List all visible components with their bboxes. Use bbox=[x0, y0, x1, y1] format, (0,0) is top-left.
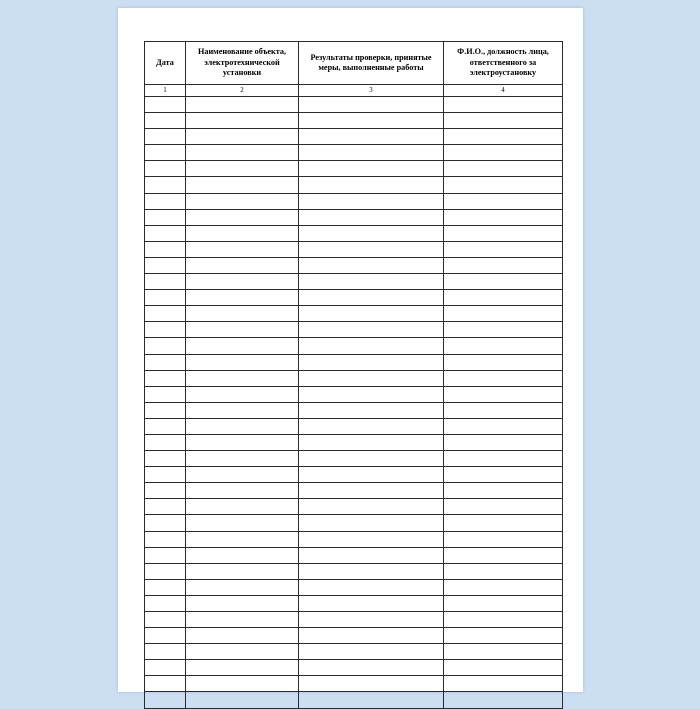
cell-results[interactable] bbox=[299, 177, 444, 193]
cell-object-name[interactable] bbox=[186, 241, 299, 257]
cell-results[interactable] bbox=[299, 225, 444, 241]
table-row[interactable] bbox=[145, 644, 563, 660]
journal-table-container bbox=[144, 41, 558, 709]
cell-results[interactable] bbox=[299, 644, 444, 660]
cell-responsible-person[interactable] bbox=[444, 483, 563, 499]
cell-object-name[interactable] bbox=[186, 225, 299, 241]
cell-date[interactable] bbox=[145, 274, 186, 290]
cell-responsible-person[interactable] bbox=[444, 145, 563, 161]
table-header bbox=[145, 42, 563, 97]
column-header-results: Результаты проверки, принятые меры, выполненные работы bbox=[299, 42, 444, 85]
cell-date[interactable] bbox=[145, 692, 186, 708]
cell-date[interactable] bbox=[145, 451, 186, 467]
cell-responsible-person[interactable] bbox=[444, 177, 563, 193]
cell-responsible-person[interactable] bbox=[444, 338, 563, 354]
cell-results[interactable] bbox=[299, 97, 444, 113]
cell-responsible-person[interactable] bbox=[444, 595, 563, 611]
cell-object-name[interactable] bbox=[186, 595, 299, 611]
cell-results[interactable] bbox=[299, 547, 444, 563]
cell-date[interactable] bbox=[145, 499, 186, 515]
cell-results[interactable] bbox=[299, 145, 444, 161]
table-row[interactable] bbox=[145, 531, 563, 547]
cell-date[interactable] bbox=[145, 145, 186, 161]
cell-date[interactable] bbox=[145, 113, 186, 129]
cell-results[interactable] bbox=[299, 161, 444, 177]
table-row[interactable] bbox=[145, 418, 563, 434]
cell-responsible-person[interactable] bbox=[444, 257, 563, 273]
cell-date[interactable] bbox=[145, 306, 186, 322]
cell-results[interactable] bbox=[299, 322, 444, 338]
table-row[interactable] bbox=[145, 145, 563, 161]
cell-date[interactable] bbox=[145, 322, 186, 338]
cell-results[interactable] bbox=[299, 257, 444, 273]
cell-date[interactable] bbox=[145, 434, 186, 450]
cell-results[interactable] bbox=[299, 499, 444, 515]
cell-results[interactable] bbox=[299, 113, 444, 129]
cell-date[interactable] bbox=[145, 531, 186, 547]
table-header-row bbox=[145, 42, 563, 85]
cell-object-name[interactable] bbox=[186, 612, 299, 628]
cell-object-name[interactable] bbox=[186, 402, 299, 418]
table-row[interactable] bbox=[145, 402, 563, 418]
cell-object-name[interactable] bbox=[186, 274, 299, 290]
cell-results[interactable] bbox=[299, 274, 444, 290]
cell-responsible-person[interactable] bbox=[444, 306, 563, 322]
cell-results[interactable] bbox=[299, 434, 444, 450]
table-row[interactable] bbox=[145, 257, 563, 273]
column-number-3: 3 bbox=[299, 85, 444, 97]
cell-object-name[interactable] bbox=[186, 113, 299, 129]
cell-responsible-person[interactable] bbox=[444, 579, 563, 595]
table-row[interactable] bbox=[145, 354, 563, 370]
cell-results[interactable] bbox=[299, 402, 444, 418]
cell-results[interactable] bbox=[299, 676, 444, 692]
cell-object-name[interactable] bbox=[186, 644, 299, 660]
cell-responsible-person[interactable] bbox=[444, 531, 563, 547]
cell-object-name[interactable] bbox=[186, 209, 299, 225]
cell-object-name[interactable] bbox=[186, 161, 299, 177]
table-row[interactable] bbox=[145, 483, 563, 499]
cell-results[interactable] bbox=[299, 595, 444, 611]
table-row[interactable] bbox=[145, 595, 563, 611]
table-row[interactable] bbox=[145, 161, 563, 177]
cell-responsible-person[interactable] bbox=[444, 563, 563, 579]
cell-object-name[interactable] bbox=[186, 660, 299, 676]
cell-object-name[interactable] bbox=[186, 97, 299, 113]
cell-date[interactable] bbox=[145, 386, 186, 402]
table-row[interactable] bbox=[145, 322, 563, 338]
cell-results[interactable] bbox=[299, 306, 444, 322]
table-row[interactable] bbox=[145, 579, 563, 595]
cell-object-name[interactable] bbox=[186, 563, 299, 579]
cell-date[interactable] bbox=[145, 257, 186, 273]
cell-results[interactable] bbox=[299, 579, 444, 595]
table-row[interactable] bbox=[145, 547, 563, 563]
table-column-number-row bbox=[145, 85, 563, 97]
cell-object-name[interactable] bbox=[186, 386, 299, 402]
cell-responsible-person[interactable] bbox=[444, 612, 563, 628]
table-row[interactable] bbox=[145, 370, 563, 386]
cell-responsible-person[interactable] bbox=[444, 467, 563, 483]
journal-table bbox=[144, 41, 563, 709]
cell-date[interactable] bbox=[145, 676, 186, 692]
cell-object-name[interactable] bbox=[186, 628, 299, 644]
cell-responsible-person[interactable] bbox=[444, 97, 563, 113]
column-number-1: 1 bbox=[145, 85, 186, 97]
cell-results[interactable] bbox=[299, 338, 444, 354]
cell-object-name[interactable] bbox=[186, 547, 299, 563]
cell-results[interactable] bbox=[299, 209, 444, 225]
cell-date[interactable] bbox=[145, 579, 186, 595]
cell-object-name[interactable] bbox=[186, 434, 299, 450]
cell-results[interactable] bbox=[299, 193, 444, 209]
cell-responsible-person[interactable] bbox=[444, 660, 563, 676]
cell-date[interactable] bbox=[145, 515, 186, 531]
cell-object-name[interactable] bbox=[186, 676, 299, 692]
cell-results[interactable] bbox=[299, 612, 444, 628]
cell-responsible-person[interactable] bbox=[444, 644, 563, 660]
table-row[interactable] bbox=[145, 515, 563, 531]
cell-object-name[interactable] bbox=[186, 257, 299, 273]
cell-object-name[interactable] bbox=[186, 499, 299, 515]
cell-date[interactable] bbox=[145, 338, 186, 354]
cell-responsible-person[interactable] bbox=[444, 290, 563, 306]
cell-object-name[interactable] bbox=[186, 483, 299, 499]
cell-responsible-person[interactable] bbox=[444, 418, 563, 434]
cell-responsible-person[interactable] bbox=[444, 209, 563, 225]
table-row[interactable] bbox=[145, 676, 563, 692]
table-row[interactable] bbox=[145, 628, 563, 644]
cell-object-name[interactable] bbox=[186, 145, 299, 161]
cell-responsible-person[interactable] bbox=[444, 129, 563, 145]
cell-date[interactable] bbox=[145, 209, 186, 225]
cell-object-name[interactable] bbox=[186, 129, 299, 145]
cell-responsible-person[interactable] bbox=[444, 692, 563, 708]
table-row[interactable] bbox=[145, 451, 563, 467]
cell-results[interactable] bbox=[299, 467, 444, 483]
cell-date[interactable] bbox=[145, 290, 186, 306]
cell-object-name[interactable] bbox=[186, 177, 299, 193]
cell-results[interactable] bbox=[299, 290, 444, 306]
cell-date[interactable] bbox=[145, 161, 186, 177]
cell-date[interactable] bbox=[145, 612, 186, 628]
cell-date[interactable] bbox=[145, 241, 186, 257]
table-row[interactable] bbox=[145, 241, 563, 257]
cell-responsible-person[interactable] bbox=[444, 434, 563, 450]
cell-responsible-person[interactable] bbox=[444, 354, 563, 370]
cell-responsible-person[interactable] bbox=[444, 451, 563, 467]
cell-object-name[interactable] bbox=[186, 451, 299, 467]
cell-responsible-person[interactable] bbox=[444, 676, 563, 692]
table-row[interactable] bbox=[145, 467, 563, 483]
cell-date[interactable] bbox=[145, 129, 186, 145]
cell-responsible-person[interactable] bbox=[444, 370, 563, 386]
cell-results[interactable] bbox=[299, 628, 444, 644]
cell-date[interactable] bbox=[145, 628, 186, 644]
table-row[interactable] bbox=[145, 660, 563, 676]
cell-date[interactable] bbox=[145, 547, 186, 563]
table-row[interactable] bbox=[145, 97, 563, 113]
cell-date[interactable] bbox=[145, 193, 186, 209]
cell-results[interactable] bbox=[299, 386, 444, 402]
cell-object-name[interactable] bbox=[186, 193, 299, 209]
table-row[interactable] bbox=[145, 306, 563, 322]
cell-date[interactable] bbox=[145, 225, 186, 241]
cell-object-name[interactable] bbox=[186, 467, 299, 483]
cell-object-name[interactable] bbox=[186, 531, 299, 547]
cell-date[interactable] bbox=[145, 177, 186, 193]
table-row[interactable] bbox=[145, 612, 563, 628]
cell-results[interactable] bbox=[299, 483, 444, 499]
cell-responsible-person[interactable] bbox=[444, 386, 563, 402]
cell-date[interactable] bbox=[145, 595, 186, 611]
table-row[interactable] bbox=[145, 434, 563, 450]
table-row[interactable] bbox=[145, 225, 563, 241]
cell-date[interactable] bbox=[145, 644, 186, 660]
table-row[interactable] bbox=[145, 692, 563, 708]
cell-results[interactable] bbox=[299, 451, 444, 467]
cell-object-name[interactable] bbox=[186, 290, 299, 306]
column-header-object-name: Наименование объекта, электротехнической установки bbox=[186, 42, 299, 85]
cell-results[interactable] bbox=[299, 354, 444, 370]
table-row[interactable] bbox=[145, 274, 563, 290]
table-row[interactable] bbox=[145, 338, 563, 354]
cell-results[interactable] bbox=[299, 241, 444, 257]
cell-responsible-person[interactable] bbox=[444, 241, 563, 257]
cell-responsible-person[interactable] bbox=[444, 113, 563, 129]
cell-responsible-person[interactable] bbox=[444, 628, 563, 644]
cell-results[interactable] bbox=[299, 660, 444, 676]
cell-date[interactable] bbox=[145, 660, 186, 676]
table-row[interactable] bbox=[145, 563, 563, 579]
cell-responsible-person[interactable] bbox=[444, 402, 563, 418]
cell-object-name[interactable] bbox=[186, 692, 299, 708]
cell-date[interactable] bbox=[145, 370, 186, 386]
cell-results[interactable] bbox=[299, 563, 444, 579]
cell-responsible-person[interactable] bbox=[444, 225, 563, 241]
cell-results[interactable] bbox=[299, 515, 444, 531]
cell-date[interactable] bbox=[145, 563, 186, 579]
cell-object-name[interactable] bbox=[186, 515, 299, 531]
cell-object-name[interactable] bbox=[186, 418, 299, 434]
table-row[interactable] bbox=[145, 209, 563, 225]
cell-results[interactable] bbox=[299, 418, 444, 434]
column-header-responsible-person: Ф.И.О., должность лица, ответственного за электроустановку bbox=[444, 42, 563, 85]
cell-date[interactable] bbox=[145, 97, 186, 113]
table-row[interactable] bbox=[145, 129, 563, 145]
cell-date[interactable] bbox=[145, 467, 186, 483]
cell-results[interactable] bbox=[299, 531, 444, 547]
table-row[interactable] bbox=[145, 113, 563, 129]
cell-object-name[interactable] bbox=[186, 579, 299, 595]
cell-date[interactable] bbox=[145, 483, 186, 499]
table-row[interactable] bbox=[145, 193, 563, 209]
table-row[interactable] bbox=[145, 386, 563, 402]
table-row[interactable] bbox=[145, 499, 563, 515]
cell-results[interactable] bbox=[299, 370, 444, 386]
table-body bbox=[145, 97, 563, 709]
cell-object-name[interactable] bbox=[186, 306, 299, 322]
column-number-2: 2 bbox=[186, 85, 299, 97]
cell-results[interactable] bbox=[299, 129, 444, 145]
cell-responsible-person[interactable] bbox=[444, 322, 563, 338]
cell-responsible-person[interactable] bbox=[444, 274, 563, 290]
cell-responsible-person[interactable] bbox=[444, 515, 563, 531]
cell-responsible-person[interactable] bbox=[444, 499, 563, 515]
cell-results[interactable] bbox=[299, 692, 444, 708]
cell-object-name[interactable] bbox=[186, 370, 299, 386]
cell-responsible-person[interactable] bbox=[444, 547, 563, 563]
cell-responsible-person[interactable] bbox=[444, 193, 563, 209]
cell-object-name[interactable] bbox=[186, 338, 299, 354]
cell-object-name[interactable] bbox=[186, 322, 299, 338]
cell-object-name[interactable] bbox=[186, 354, 299, 370]
table-row[interactable] bbox=[145, 177, 563, 193]
cell-date[interactable] bbox=[145, 418, 186, 434]
cell-date[interactable] bbox=[145, 402, 186, 418]
table-row[interactable] bbox=[145, 290, 563, 306]
column-number-4: 4 bbox=[444, 85, 563, 97]
column-header-date: Дата bbox=[145, 42, 186, 85]
document-page bbox=[118, 8, 583, 692]
cell-date[interactable] bbox=[145, 354, 186, 370]
cell-responsible-person[interactable] bbox=[444, 161, 563, 177]
